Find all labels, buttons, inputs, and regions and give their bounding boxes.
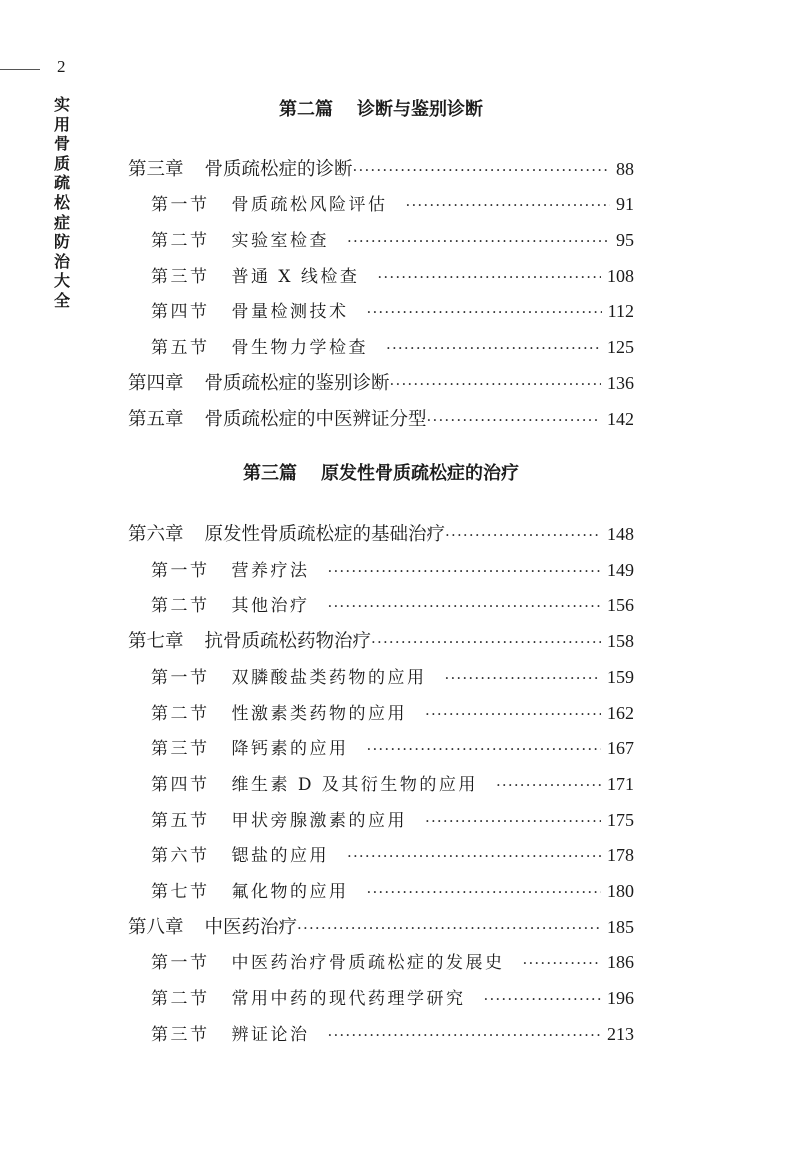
entry-title: 降钙素的应用 [231,739,349,759]
entry-page-number: 180 [607,881,634,901]
entry-title: 实验室检查 [231,231,329,251]
entry-number: 第六节 [151,846,210,866]
toc-chapter-entry[interactable] [128,155,634,181]
entry-page-number: 108 [607,266,634,286]
dot-leader [347,847,601,865]
toc-chapter-entry[interactable] [128,520,634,546]
dot-leader [386,339,601,357]
dot-leader [390,375,601,393]
entry-number: 第三节 [151,739,210,759]
entry-page-number: 95 [616,230,634,250]
toc-section-entry[interactable] [128,591,634,617]
entry-title: 骨质疏松症的诊断 [204,159,353,180]
dot-leader [297,919,601,937]
dot-leader [445,526,601,544]
entry-page-number: 125 [607,337,634,357]
dot-leader [328,562,602,580]
entry-title: 双膦酸盐类药物的应用 [231,668,427,688]
dot-leader [367,883,602,901]
entry-number: 第四章 [128,373,184,394]
dot-leader [371,633,601,651]
entry-title: 锶盐的应用 [231,846,329,866]
toc-section-entry[interactable] [128,841,634,867]
entry-page-number: 178 [607,845,634,865]
entry-title: 性激素类药物的应用 [231,704,407,724]
entry-page-number: 167 [607,738,634,758]
entry-page-number: 88 [616,159,634,179]
entry-page-number: 148 [607,524,634,544]
entry-number: 第三章 [128,159,184,180]
running-book-title: 实用骨质疏松症防治大全 [53,95,70,310]
part-number: 第三篇 [243,463,297,484]
toc-section-entry[interactable] [128,699,634,725]
entry-number: 第二节 [151,704,210,724]
toc-section-entry[interactable] [128,770,634,796]
toc-chapter-entry[interactable] [128,369,634,395]
dot-leader [425,705,601,723]
dot-leader [347,232,610,250]
entry-title: 骨质疏松风险评估 [231,195,388,215]
entry-page-number: 186 [607,952,634,972]
toc-section-entry[interactable] [128,333,634,359]
entry-title: 中医药治疗骨质疏松症的发展史 [231,953,505,973]
entry-page-number: 158 [607,631,634,651]
entry-page-number: 156 [607,595,634,615]
dot-leader [496,776,601,794]
toc-section-entry[interactable] [128,226,634,252]
entry-page-number: 91 [616,194,634,214]
dot-leader [425,812,601,830]
entry-page-number: 112 [607,301,634,321]
entry-title: 常用中药的现代药理学研究 [231,989,466,1009]
entry-number: 第二节 [151,231,210,251]
entry-page-number: 185 [607,917,634,937]
entry-page-number: 171 [607,774,634,794]
entry-title: 骨质疏松症的中医辨证分型 [204,409,427,430]
dot-leader [328,597,602,615]
entry-number: 第四节 [151,302,210,322]
toc-section-entry[interactable] [128,556,634,582]
entry-title: 其他治疗 [231,596,310,616]
part-heading [128,463,634,485]
dot-leader [427,411,601,429]
dot-leader [367,740,602,758]
entry-title: 骨质疏松症的鉴别诊断 [204,373,390,394]
part-heading [128,99,634,121]
entry-number: 第七章 [128,631,184,652]
entry-number: 第八章 [128,917,184,938]
entry-page-number: 213 [607,1024,634,1044]
entry-number: 第四节 [151,775,210,795]
toc-section-entry[interactable] [128,877,634,903]
entry-title: 骨量检测技术 [231,302,349,322]
dot-leader [353,161,610,179]
toc-section-entry[interactable] [128,948,634,974]
entry-number: 第五节 [151,338,210,358]
toc-chapter-entry[interactable] [128,627,634,653]
dot-leader [406,196,611,214]
toc-section-entry[interactable] [128,190,634,216]
dot-leader [484,990,602,1008]
entry-number: 第二节 [151,596,210,616]
toc-section-entry[interactable] [128,262,634,288]
entry-title: 甲状旁腺激素的应用 [231,811,407,831]
dot-leader [523,954,602,972]
toc-section-entry[interactable] [128,297,634,323]
dot-leader [328,1026,602,1044]
entry-number: 第一节 [151,195,210,215]
entry-page-number: 196 [607,988,634,1008]
entry-number: 第一节 [151,953,210,973]
toc-chapter-entry[interactable] [128,405,634,431]
entry-title: 中医药治疗 [204,917,298,938]
entry-title: 抗骨质疏松药物治疗 [204,631,372,652]
entry-page-number: 142 [607,409,634,429]
entry-title: 维生素 D 及其衍生物的应用 [231,775,478,795]
entry-title: 辨证论治 [231,1025,310,1045]
toc-section-entry[interactable] [128,734,634,760]
entry-number: 第五章 [128,409,184,430]
entry-page-number: 136 [607,373,634,393]
entry-page-number: 162 [607,703,634,723]
dot-leader [377,268,601,286]
entry-page-number: 149 [607,560,634,580]
entry-number: 第一节 [151,668,210,688]
dot-leader [445,669,602,687]
part-title: 原发性骨质疏松症的治疗 [321,463,519,484]
entry-number: 第三节 [151,1025,210,1045]
entry-number: 第一节 [151,561,210,581]
toc-section-entry[interactable] [128,1020,634,1046]
toc-section-entry[interactable] [128,984,634,1010]
entry-title: 原发性骨质疏松症的基础治疗 [204,524,446,545]
entry-number: 第七节 [151,882,210,902]
part-title: 诊断与鉴别诊断 [357,99,483,120]
entry-number: 第五节 [151,811,210,831]
entry-title: 氟化物的应用 [231,882,349,902]
entry-number: 第三节 [151,267,210,287]
page-number: 2 [57,57,66,76]
entry-title: 骨生物力学检查 [231,338,368,358]
toc-section-entry[interactable] [128,663,634,689]
entry-title: 普通 X 线检查 [231,267,360,287]
entry-page-number: 175 [607,810,634,830]
entry-number: 第六章 [128,524,184,545]
toc-section-entry[interactable] [128,806,634,832]
entry-title: 营养疗法 [231,561,310,581]
entry-page-number: 159 [607,667,634,687]
dot-leader [367,303,602,321]
header-rule [0,69,40,70]
toc-chapter-entry[interactable] [128,913,634,939]
part-number: 第二篇 [279,99,333,120]
entry-number: 第二节 [151,989,210,1009]
